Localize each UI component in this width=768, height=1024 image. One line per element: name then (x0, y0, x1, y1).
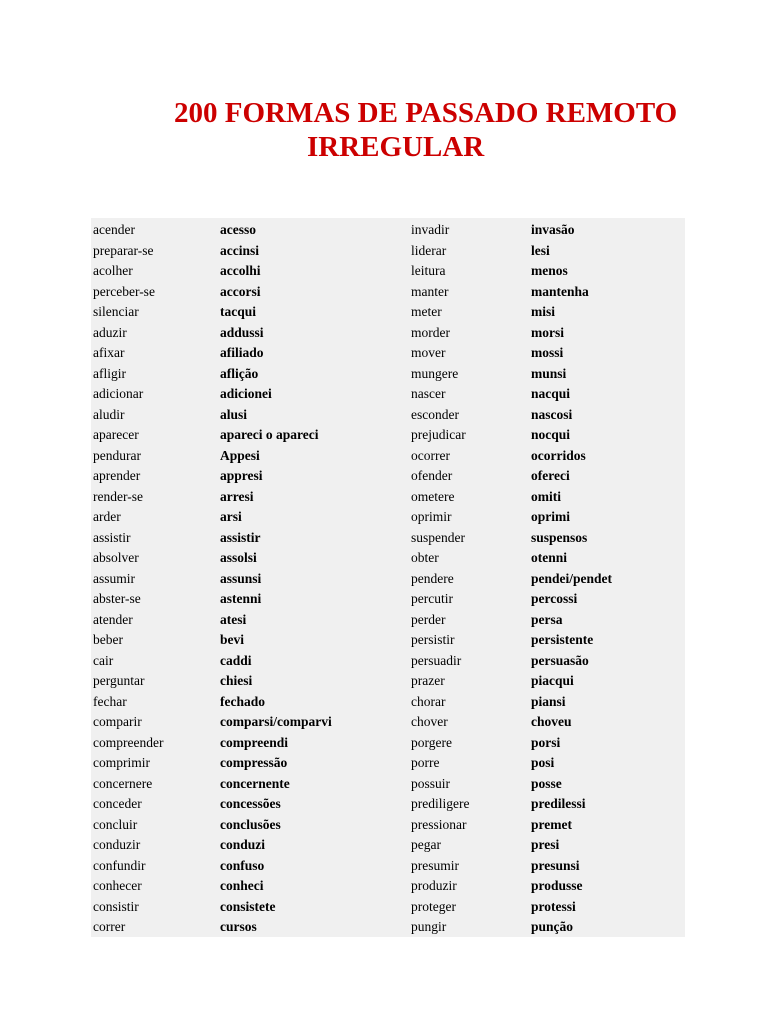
remote-past-cell: atesi (220, 611, 247, 627)
table-row (91, 671, 685, 692)
verb-cell: pendurar (93, 447, 141, 463)
remote-past-cell: premet (531, 816, 572, 832)
verb-table (91, 220, 685, 938)
remote-past-cell: produsse (531, 878, 583, 893)
remote-past-cell: persuasão (531, 652, 589, 668)
remote-past-cell: accolhi (220, 263, 261, 278)
verb-cell: presumir (411, 857, 459, 873)
verb-cell: silenciar (93, 304, 139, 319)
table-row (91, 815, 685, 836)
remote-past-cell: bevi (220, 632, 245, 647)
remote-past-cell: mossi (531, 345, 564, 360)
remote-past-cell: choveu (531, 714, 572, 729)
remote-past-cell: chiesi (220, 673, 253, 688)
verb-cell: conduzir (93, 837, 141, 852)
remote-past-cell: protessi (531, 898, 576, 914)
verb-cell: morder (411, 324, 450, 340)
verb-cell: manter (411, 283, 449, 299)
remote-past-cell: aflição (220, 365, 259, 381)
verb-cell: atender (93, 611, 133, 627)
remote-past-cell: invasão (531, 222, 575, 237)
table-row (91, 507, 685, 528)
remote-past-cell: arsi (220, 509, 242, 524)
verb-cell: perder (411, 611, 446, 627)
table-row (91, 282, 685, 303)
verb-cell: abster-se (93, 591, 141, 606)
verb-cell: chover (411, 714, 448, 729)
remote-past-cell: concernente (220, 775, 290, 791)
table-row (91, 466, 685, 487)
table-row (91, 630, 685, 651)
table-row (91, 528, 685, 549)
verb-cell: pungir (411, 919, 447, 934)
verb-cell: aparecer (93, 427, 139, 442)
remote-past-cell: concessões (220, 796, 281, 811)
remote-past-cell: fechado (220, 693, 265, 709)
verb-cell: meter (411, 304, 442, 319)
remote-past-cell: posse (531, 775, 562, 791)
verb-cell: aludir (93, 406, 125, 422)
verb-cell: cair (93, 652, 114, 668)
verb-cell: esconder (411, 406, 459, 422)
verb-cell: acolher (93, 263, 133, 278)
verb-cell: concernere (93, 775, 153, 791)
table-row (91, 241, 685, 262)
verb-cell: comprimir (93, 755, 150, 770)
verb-cell: assumir (93, 570, 135, 586)
table-row (91, 425, 685, 446)
remote-past-cell: assunsi (220, 570, 262, 586)
verb-cell: prazer (411, 673, 445, 688)
remote-past-cell: conheci (220, 878, 264, 893)
table-row (91, 835, 685, 856)
page-title (0, 96, 768, 164)
remote-past-cell: nacqui (531, 386, 571, 401)
remote-past-cell: appresi (220, 468, 263, 483)
remote-past-cell: apareci o apareci (220, 427, 319, 442)
remote-past-cell: percossi (531, 591, 578, 606)
verb-cell: mover (411, 345, 446, 360)
verb-cell: suspender (411, 529, 465, 545)
verb-cell: afixar (93, 345, 125, 360)
table-row (91, 651, 685, 672)
verb-cell: compreender (93, 734, 164, 750)
table-row (91, 302, 685, 323)
remote-past-cell: arresi (220, 488, 254, 504)
verb-cell: acender (93, 222, 135, 237)
remote-past-cell: adicionei (220, 386, 272, 401)
table-row (91, 794, 685, 815)
verb-cell: conhecer (93, 878, 142, 893)
remote-past-cell: persistente (531, 632, 594, 647)
verb-cell: persuadir (411, 652, 462, 668)
verb-cell: fechar (93, 693, 127, 709)
verb-cell: ometere (411, 488, 455, 504)
remote-past-cell: addussi (220, 324, 264, 340)
table-row (91, 876, 685, 897)
verb-cell: leitura (411, 263, 446, 278)
remote-past-cell: presi (531, 837, 560, 852)
remote-past-cell: piacqui (531, 673, 574, 688)
remote-past-cell: menos (531, 263, 568, 278)
remote-past-cell: nocqui (531, 427, 571, 442)
remote-past-cell: caddi (220, 652, 252, 668)
remote-past-cell: accinsi (220, 242, 259, 258)
remote-past-cell: accorsi (220, 283, 261, 299)
table-row (91, 917, 685, 938)
remote-past-cell: predilessi (531, 796, 586, 811)
table-row (91, 220, 685, 241)
verb-table-body (91, 220, 685, 938)
remote-past-cell: confuso (220, 857, 265, 873)
verb-cell: ocorrer (411, 447, 450, 463)
remote-past-cell: mantenha (531, 283, 589, 299)
verb-cell: absolver (93, 550, 139, 565)
verb-cell: afligir (93, 365, 126, 381)
table-row (91, 261, 685, 282)
table-row (91, 405, 685, 426)
remote-past-cell: omiti (531, 488, 561, 504)
remote-past-cell: munsi (531, 365, 567, 381)
remote-past-cell: assistir (220, 529, 261, 545)
table-row (91, 753, 685, 774)
remote-past-cell: compressão (220, 755, 288, 770)
verb-cell: perguntar (93, 673, 145, 688)
table-row (91, 712, 685, 733)
verb-cell: correr (93, 919, 126, 934)
verb-cell: pressionar (411, 816, 467, 832)
verb-cell: pendere (411, 570, 454, 586)
verb-cell: aprender (93, 468, 141, 483)
remote-past-cell: assolsi (220, 550, 257, 565)
verb-cell: prejudicar (411, 427, 466, 442)
remote-past-cell: conclusões (220, 816, 281, 832)
remote-past-cell: ocorridos (531, 447, 586, 463)
verb-table-container (91, 218, 685, 937)
verb-cell: obter (411, 550, 439, 565)
remote-past-cell: porsi (531, 734, 561, 750)
remote-past-cell: cursos (220, 919, 257, 934)
table-row (91, 323, 685, 344)
remote-past-cell: pendei/pendet (531, 570, 613, 586)
table-row (91, 384, 685, 405)
verb-cell: concluir (93, 816, 138, 832)
remote-past-cell: punção (531, 919, 574, 934)
table-row (91, 343, 685, 364)
verb-cell: adicionar (93, 386, 144, 401)
table-row (91, 548, 685, 569)
verb-cell: proteger (411, 898, 456, 914)
verb-cell: mungere (411, 365, 459, 381)
table-row (91, 589, 685, 610)
verb-cell: pegar (411, 837, 441, 852)
remote-past-cell: posi (531, 755, 555, 770)
verb-cell: possuir (411, 775, 451, 791)
verb-cell: oprimir (411, 509, 452, 524)
remote-past-cell: morsi (531, 324, 564, 340)
remote-past-cell: Appesi (220, 447, 260, 463)
verb-cell: ofender (411, 468, 453, 483)
remote-past-cell: tacqui (220, 304, 257, 319)
table-row (91, 856, 685, 877)
remote-past-cell: nascosi (531, 406, 573, 422)
remote-past-cell: lesi (531, 242, 550, 258)
table-row (91, 569, 685, 590)
verb-cell: aduzir (93, 324, 127, 340)
remote-past-cell: persa (531, 611, 563, 627)
verb-cell: assistir (93, 529, 131, 545)
page-title-line-2: IRREGULAR (307, 131, 485, 163)
verb-cell: produzir (411, 878, 457, 893)
verb-cell: liderar (411, 242, 447, 258)
remote-past-cell: afiliado (220, 345, 264, 360)
verb-cell: chorar (411, 693, 446, 709)
remote-past-cell: ofereci (531, 468, 570, 483)
verb-cell: porgere (411, 734, 452, 750)
remote-past-cell: piansi (531, 693, 566, 709)
verb-cell: nascer (411, 386, 446, 401)
verb-cell: render-se (93, 488, 143, 504)
verb-cell: prediligere (411, 796, 470, 811)
table-row (91, 446, 685, 467)
verb-cell: porre (411, 755, 440, 770)
remote-past-cell: acesso (220, 222, 256, 237)
verb-cell: conceder (93, 796, 142, 811)
remote-past-cell: compreendi (220, 734, 288, 750)
verb-cell: preparar-se (93, 242, 154, 258)
table-row (91, 774, 685, 795)
verb-cell: consistir (93, 898, 139, 914)
remote-past-cell: misi (531, 304, 556, 319)
table-row (91, 897, 685, 918)
remote-past-cell: presunsi (531, 857, 580, 873)
remote-past-cell: astenni (220, 591, 262, 606)
table-row (91, 487, 685, 508)
verb-cell: invadir (411, 222, 450, 237)
remote-past-cell: comparsi/comparvi (220, 714, 332, 729)
verb-cell: beber (93, 632, 123, 647)
table-row (91, 610, 685, 631)
verb-cell: comparir (93, 714, 142, 729)
remote-past-cell: consistete (220, 898, 276, 914)
table-row (91, 733, 685, 754)
remote-past-cell: oprimi (531, 509, 570, 524)
table-row (91, 692, 685, 713)
verb-cell: persistir (411, 632, 455, 647)
remote-past-cell: alusi (220, 406, 248, 422)
verb-cell: confundir (93, 857, 146, 873)
verb-cell: percutir (411, 591, 453, 606)
remote-past-cell: otenni (531, 550, 568, 565)
remote-past-cell: suspensos (531, 529, 588, 545)
verb-cell: arder (93, 509, 121, 524)
table-row (91, 364, 685, 385)
page-title-line-1: 200 FORMAS DE PASSADO REMOTO (174, 97, 678, 129)
verb-cell: perceber-se (93, 283, 155, 299)
remote-past-cell: conduzi (220, 837, 266, 852)
